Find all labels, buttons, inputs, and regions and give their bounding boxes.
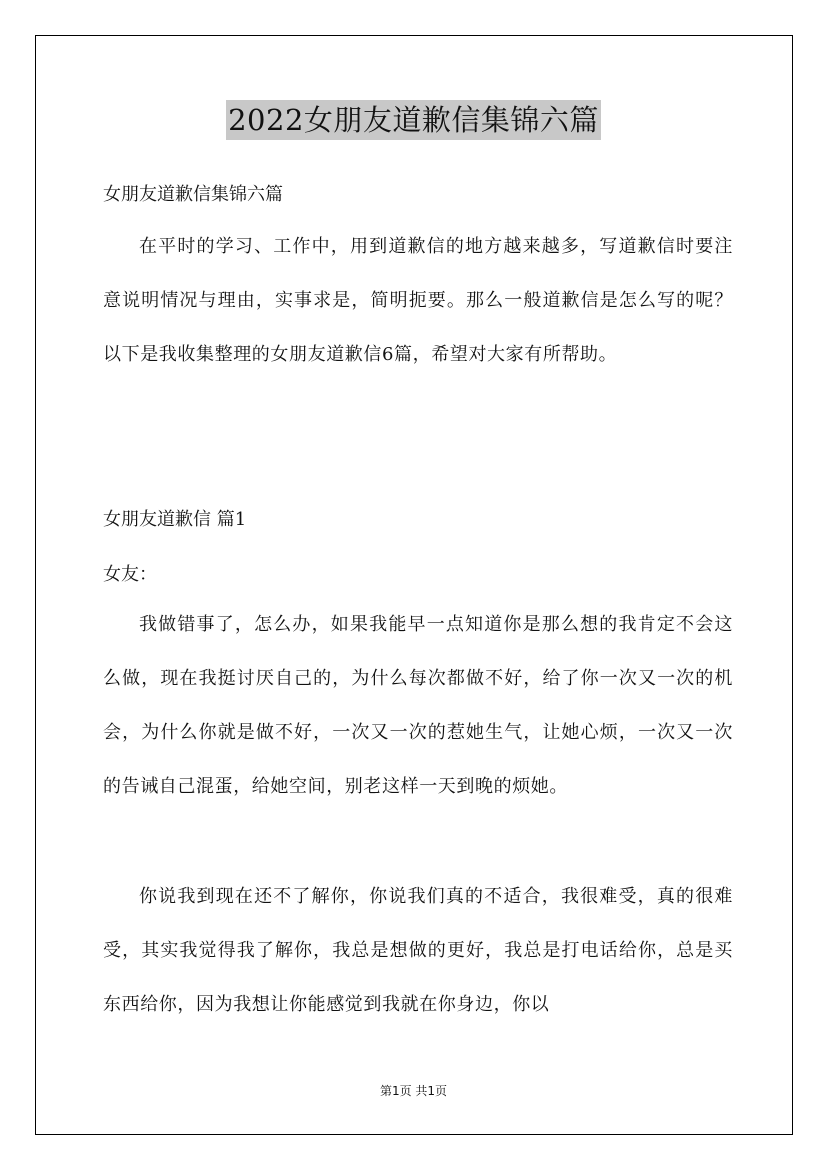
page-footer: 第1页 共1页 [379, 1084, 448, 1098]
title-container [0, 100, 827, 140]
document-title: 2022女朋友道歉信集锦六篇 [226, 100, 601, 140]
section-heading: 女朋友道歉信 篇1 [103, 509, 247, 530]
letter-salutation: 女友： [103, 564, 157, 585]
intro-paragraph: 在平时的学习、工作中，用到道歉信的地方越来越多，写道歉信时要注意说明情况与理由，实事求是，简明扼要。那么一般道歉信是怎么写的呢？以下是我收集整理的女朋友道歉信6篇，希望对大家有所帮助。 [103, 236, 733, 365]
letter-paragraph-1: 我做错事了，怎么办，如果我能早一点知道你是那么想的我肯定不会这么做，现在我挺讨厌自己的，为什么每次都做不好，给了你一次又一次的机会，为什么你就是做不好，一次又一次的惹她生气，让她心烦，一次又一次的告诫自己混蛋，给她空间，别老这样一天到晚的烦她。 [103, 614, 733, 797]
document-subtitle: 女朋友道歉信集锦六篇 [103, 184, 283, 205]
letter-paragraph-2: 你说我到现在还不了解你，你说我们真的不适合，我很难受，真的很难受，其实我觉得我了解你，我总是想做的更好，我总是打电话给你，总是买东西给你，因为我想让你能感觉到我就在你身边，你以 [103, 886, 733, 1015]
